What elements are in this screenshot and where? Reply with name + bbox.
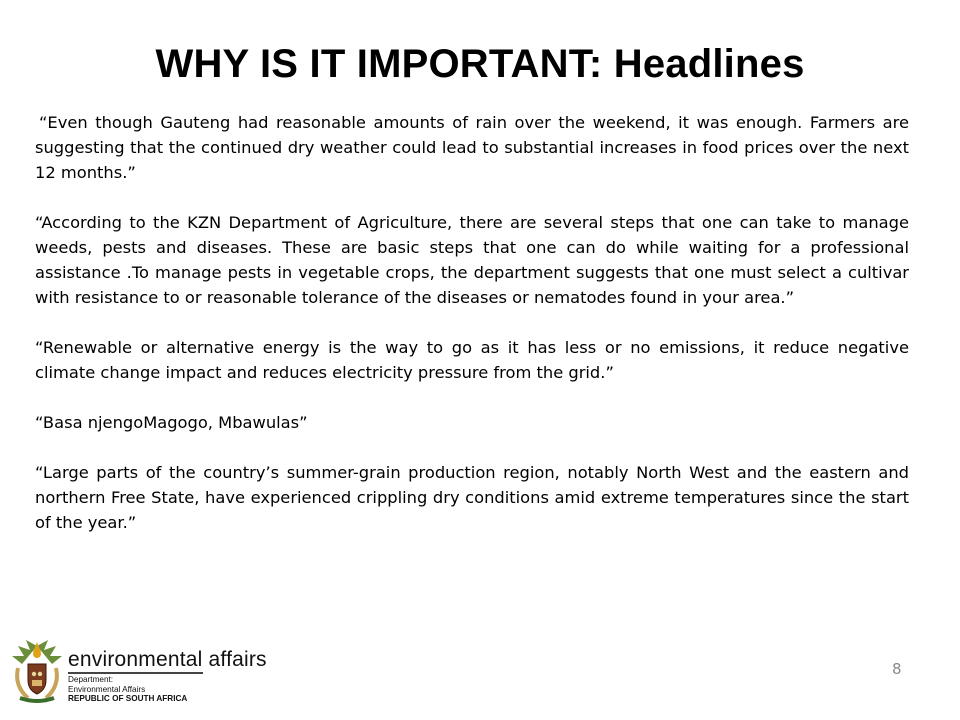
logo-subtext xyxy=(68,675,187,704)
headline-quote: “Large parts of the country’s summer-grain production region, notably North West and the eastern and northern Free State, have experienced crippling dry conditions amid extreme temperatures since the start of the year.” xyxy=(35,463,909,532)
logo-wordmark: environmental affairs xyxy=(68,648,267,671)
headlines-body xyxy=(35,110,909,560)
logo-divider xyxy=(68,672,203,674)
headline-quote: “According to the KZN Department of Agriculture, there are several steps that one can take to manage weeds, pests and diseases. These are basic steps that one can do while waiting for a professional assistance .To manage pests in vegetable crops, the department suggests that one must select a cultivar with resistance to or reasonable tolerance of the diseases or nematodes found in your area.” xyxy=(35,213,909,307)
logo-line: Environmental Affairs xyxy=(68,684,146,694)
headline-quote: “Even though Gauteng had reasonable amounts of rain over the weekend, it was enough. Farmers are suggesting that the continued dry weather could lead to substantial increases in food prices over the next 12 months.” xyxy=(35,113,909,182)
headline-quote: “Basa njengoMagogo, Mbawulas” xyxy=(35,413,308,432)
headline-quote: “Renewable or alternative energy is the way to go as it has less or no emissions, it reduce negative climate change impact and reduces electricity pressure from the grid.” xyxy=(35,338,909,382)
coat-of-arms-icon xyxy=(8,638,66,704)
logo-line: REPUBLIC OF SOUTH AFRICA xyxy=(68,694,188,704)
slide-title: WHY IS IT IMPORTANT: Headlines xyxy=(155,42,805,86)
logo-line: Department: xyxy=(68,675,114,684)
page-number: 8 xyxy=(892,660,902,678)
